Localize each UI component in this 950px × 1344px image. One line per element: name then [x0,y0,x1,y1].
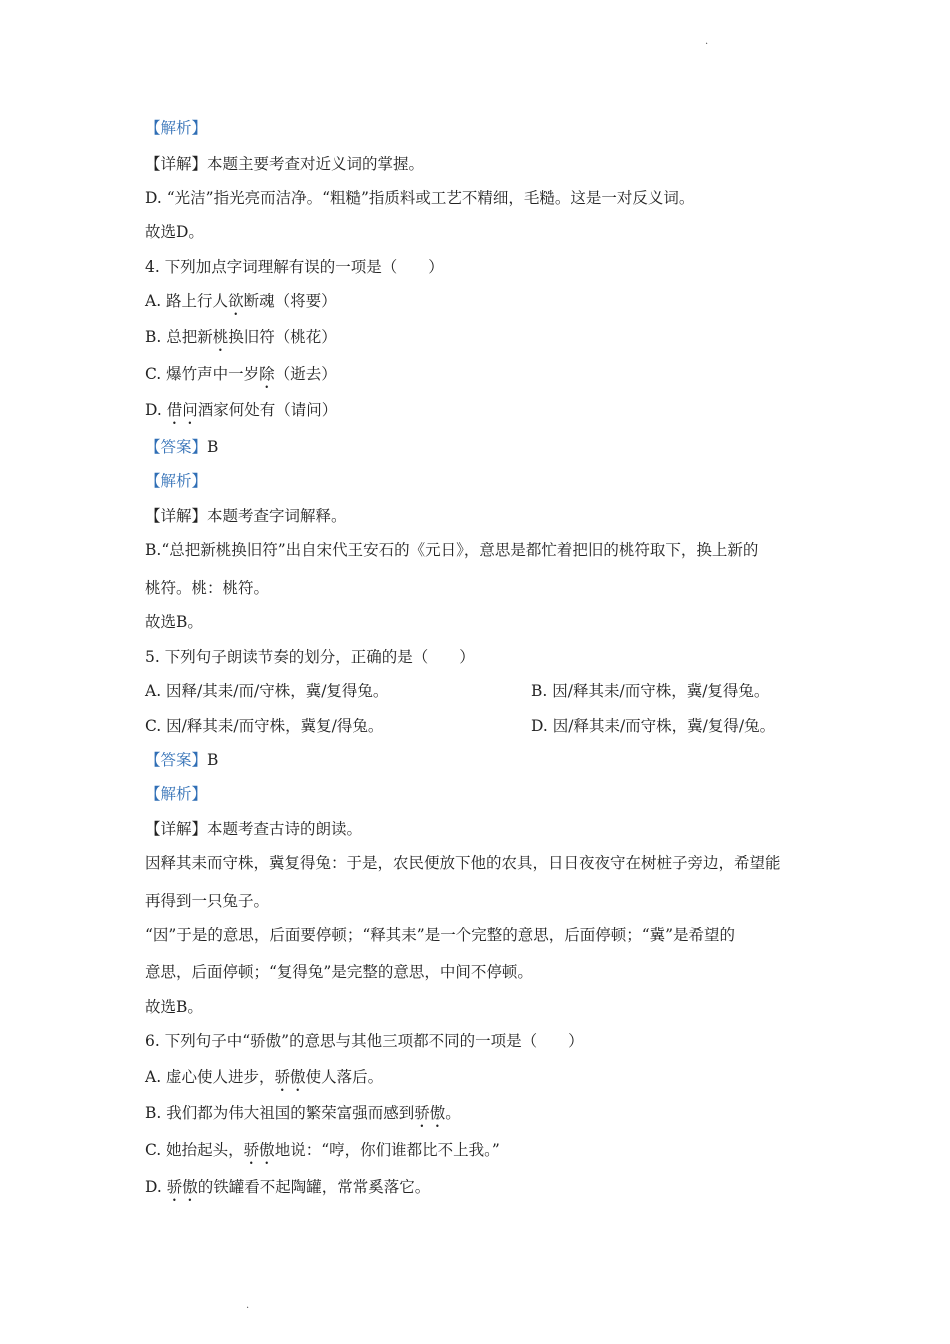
option-text: 地说：“哼，你们谁都比不上我。” [274,1141,500,1159]
q5-option-a: A. 因释/其耒/而/守株，冀/复得兔。 [145,682,389,700]
q6-option-a [145,1067,383,1095]
q5-choose: 故选B。 [145,998,203,1016]
q5-analysis-tag: 【解析】 [145,785,208,803]
q6-option-c [145,1140,500,1168]
emphasized-word: 骄傲 [166,1178,198,1196]
answer-tag: 【答案】 [145,438,208,456]
option-text: A. 路上行人 [145,292,229,310]
q4-explain-1: B.“总把新桃换旧符”出自宋代王安石的《元日》，意思是都忙着把旧的桃符取下，换上新的 [145,541,759,559]
q4-explain-2: 桃符。桃：桃符。 [145,579,270,597]
q5-explain-1: 因释其耒而守株，冀复得兔：于是，农民便放下他的农具，日日夜夜守在树桩子旁边，希望能 [145,854,781,872]
q5-stem: 5. 下列句子朗读节奏的划分，正确的是（ ） [145,648,475,666]
q5-answer [145,750,218,770]
option-text: B. 总把新 [145,328,213,346]
q4-analysis-tag: 【解析】 [145,472,208,490]
detail-text: 本题考查字词解释。 [207,507,347,525]
q4-option-d [145,400,337,428]
emphasized-word: 骄傲 [274,1068,306,1086]
emphasized-word: 除 [259,365,275,383]
emphasized-word: 借问 [166,401,198,419]
option-text: 酒家何处有（请问） [197,401,338,419]
option-text: 的铁罐看不起陶罐，常常奚落它。 [197,1178,431,1196]
q5-option-d: D. 因/释其耒/而守株，冀/复得/兔。 [531,717,776,735]
q4-detail [145,506,347,526]
option-text: A. 虚心使人进步， [145,1068,275,1086]
answer-value: B [207,751,219,769]
q3-choose: 故选D。 [145,223,204,241]
option-text: D. [145,401,167,419]
q6-stem: 6. 下列句子中“骄傲”的意思与其他三项都不同的一项是（ ） [145,1032,584,1050]
emphasized-word: 桃 [212,328,229,346]
q4-option-a [145,291,337,319]
q4-answer [145,437,218,457]
emphasized-word: 骄傲 [414,1104,446,1122]
q5-option-b: B. 因/释其耒/而守株，冀/复得兔。 [531,682,770,700]
q4-option-b [145,327,337,355]
detail-text: 本题主要考查对近义词的掌握。 [207,155,425,173]
option-text: 。 [445,1104,461,1122]
detail-text: 本题考查古诗的朗读。 [207,820,363,838]
emphasized-word: 骄傲 [243,1141,275,1159]
option-text: 换旧符（桃花） [228,328,337,346]
q4-choose: 故选B。 [145,613,203,631]
detail-tag: 【详解】 [145,155,208,173]
q6-option-d [145,1177,430,1205]
page-mark-top: . [705,36,709,47]
option-text: C. 她抬起头， [145,1141,244,1159]
page-mark-bottom: . [246,1300,250,1311]
q6-option-b [145,1103,461,1131]
q4-option-c [145,364,337,392]
option-text: B. 我们都为伟大祖国的繁荣富强而感到 [145,1104,415,1122]
option-text: （逝去） [274,365,337,383]
q5-explain-2: 再得到一只兔子。 [145,892,270,910]
detail-tag: 【详解】 [145,507,208,525]
answer-tag: 【答案】 [145,751,208,769]
option-text: 使人落后。 [305,1068,384,1086]
q5-explain-4: 意思，后面停顿；“复得兔”是完整的意思，中间不停顿。 [145,963,533,981]
q5-option-c: C. 因/释其耒/而守株，冀复/得兔。 [145,717,384,735]
option-text: D. [145,1178,167,1196]
detail-tag: 【详解】 [145,820,208,838]
q3-d-explain: D. “光洁”指光亮而洁净。“粗糙”指质料或工艺不精细，毛糙。这是一对反义词。 [145,189,695,207]
answer-value: B [207,438,219,456]
q3-analysis-tag: 【解析】 [145,119,208,137]
option-text: 断魂（将要） [243,292,337,310]
q3-detail [145,154,424,174]
q4-stem: 4. 下列加点字词理解有误的一项是（ ） [145,258,444,276]
emphasized-word: 欲 [228,292,244,310]
q5-detail [145,819,362,839]
option-text: C. 爆竹声中一岁 [145,365,260,383]
q5-explain-3: “因”于是的意思，后面要停顿；“释其耒”是一个完整的意思，后面停顿；“冀”是希望的 [145,926,736,944]
